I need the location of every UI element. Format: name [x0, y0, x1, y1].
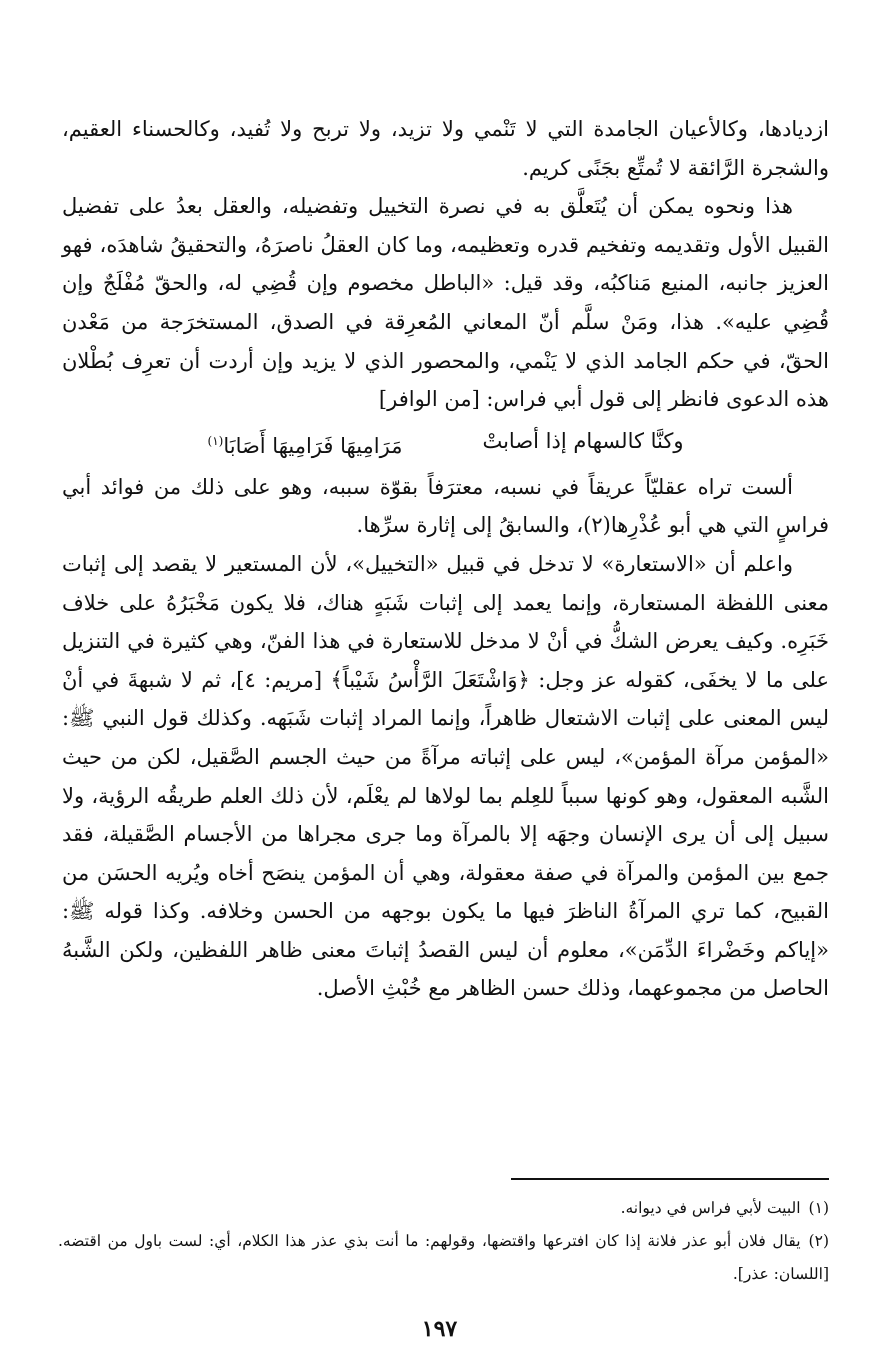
poetry-verse — [62, 421, 829, 466]
verse-hemistich-1: وكنَّا كالسهام إذا أصابتْ — [482, 428, 684, 453]
paragraph-1: ازديادها، وكالأعيان الجامدة التي لا تَنْمي ولا تزيد، ولا تربح ولا تُفيد، وكالحسناء العقيم، والشجرة الرَّائقة لا تُمتِّع بجَنًى كريم. — [62, 117, 829, 180]
footnote-text: البيت لأبي فراس في ديوانه. — [620, 1199, 801, 1217]
verse-hemistich-2: مَرَامِيهَا فَرَامِيهَا أَصَابَا$^{(١)}$ — [207, 433, 403, 458]
footnotes — [58, 1192, 829, 1291]
paragraph-2: هذا ونحوه يمكن أن يُتَعلَّق به في نصرة التخييل وتفضيله، والعقل بعدُ على تفضيل القبيل الأول وتقديمه وتفخيم قدره وتعظيمه، وما كان العقلُ ناصرَهُ، والتحقيقُ شاهدَه، فهو العزيز جانبه، المنيع مَناكبُه، وقد قيل: «الباطل مخصوم وإن قُضِي له، والحقّ مُفْلَجٌ وإن قُضِي عليه». هذا، ومَنْ سلَّم أنّ المعاني المُعرِقة في الصدق، المستخرَجة من مَعْدن الحقّ، في حكم الجامد الذي لا يَنْمي، والمحصور الذي لا يزيد وإن أردت أن تعرِف بُطْلان هذه الدعوى فانظر إلى قول أبي فراس: [من الوافر] — [62, 194, 829, 412]
paragraph-3: ألست تراه عقليّاً عريقاً في نسبه، معترَفاً بقوّة سببه، وهو على ذلك من فوائد أبي فراسٍ التي هي أبو عُذْرِها(٢)، والسابقُ إلى إثارة سرِّها. — [62, 474, 829, 538]
footnote-1 — [58, 1192, 829, 1225]
footnote-divider — [511, 1178, 829, 1180]
paragraph-4: واعلم أن «الاستعارة» لا تدخل في قبيل «التخييل»، لأن المستعير لا يقصد إلى إثبات معنى اللفظة المستعارة، وإنما يعمد إلى إثبات شَبَهٍ هناك، فلا يكون مَخْبَرُهُ على خلاف خَبَرِه. وكيف يعرض الشكُّ في أنْ لا مدخل للاستعارة في هذا الفنّ، وهي كثيرة في التنزيل على ما لا يخفَى، كقوله عز وجل: ﴿وَاشْتَعَلَ الرَّأْسُ شَيْباً﴾ [مريم: ٤]، ثم لا شبهةَ في أنْ ليس المعنى على إثبات الاشتعال ظاهراً، وإنما المراد إثبات شَبَهه. وكذلك قول النبي ﷺ: «المؤمن مرآة المؤمن»، ليس على إثباته مرآةً من حيث الجسم الصَّقيل، لكن من حيث الشَّبه المعقول، وهو كونها سبباً للعِلم بما لولاها لم يعْلَم، لأن ذلك العلم طريقُه الرؤية، ولا سبيل إلى أن يرى الإنسان وجهَه إلا بالمرآة وما جرى مجراها من الأجسام الصَّقيلة، فقد جمع بين المؤمن والمرآة في صفة معقولة، وهي أن المؤمن ينصَح أخاه ويُريه الحسَن من القبيح، كما تري المرآةُ الناظرَ فيها ما يكون بوجهه من الحسن وخلافه. وكذا قوله ﷺ: «إياكم وخَضْراءَ الدِّمَن»، معلوم أن ليس القصدُ إثباتَ معنى ظاهر اللفظين، ولكن الشَّبهُ الحاصل من مجموعهما، وذلك حسن الظاهر مع خُبْثِ الأصل. — [62, 551, 829, 1001]
footnote-ref-1: (١) — [207, 433, 224, 448]
footnote-text: يقال فلان أبو عذر فلانة إذا كان افترعها واقتضها، وقولهم: ما أنت بذي عذر هذا الكلام، أي: لست باول من اقتضه. [اللسان: عذر]. — [58, 1232, 829, 1283]
footnote-2 — [58, 1225, 829, 1291]
footnote-number: (١) — [808, 1199, 829, 1217]
main-text — [62, 110, 829, 1008]
footnote-number: (٢) — [808, 1232, 829, 1250]
page-number: ١٩٧ — [421, 1316, 458, 1342]
